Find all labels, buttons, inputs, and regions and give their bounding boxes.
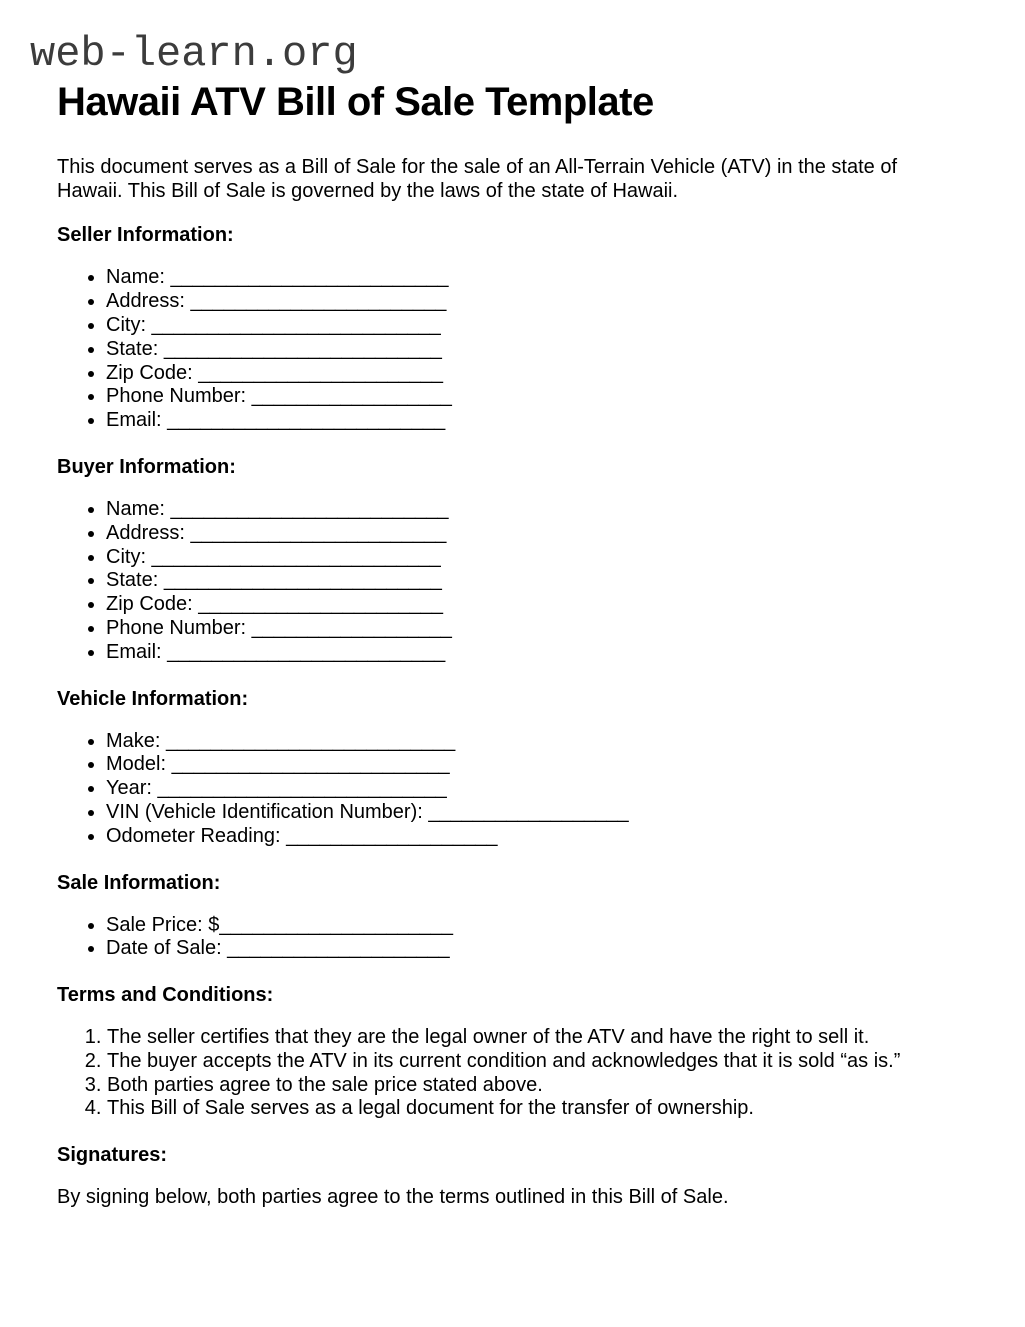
sale-date-field: • Date of Sale: ____________________ — [106, 937, 968, 961]
page-title: Hawaii ATV Bill of Sale Template — [57, 80, 654, 125]
signatures-paragraph: By signing below, both parties agree to the terms outlined in this Bill of Sale. — [57, 1186, 729, 1209]
seller-email-field: • Email: _________________________ — [106, 409, 968, 433]
seller-name-field: • Name: _________________________ — [106, 266, 968, 290]
sale-field-list — [57, 914, 968, 962]
sale-price-field: • Sale Price: $_____________________ — [106, 914, 968, 938]
vehicle-vin-field: • VIN (Vehicle Identification Number): __________________ — [106, 801, 968, 825]
buyer-email-field: • Email: _________________________ — [106, 641, 968, 665]
buyer-state-field: • State: _________________________ — [106, 569, 968, 593]
vehicle-make-field: • Make: __________________________ — [106, 730, 968, 754]
section-heading-vehicle: Vehicle Information: — [57, 687, 249, 710]
terms-list — [57, 1026, 968, 1121]
vehicle-year-field: • Year: __________________________ — [106, 777, 968, 801]
section-heading-sale: Sale Information: — [57, 871, 221, 894]
section-heading-buyer: Buyer Information: — [57, 455, 236, 478]
section-heading-seller: Seller Information: — [57, 224, 234, 247]
buyer-field-list — [57, 498, 968, 665]
vehicle-field-list — [57, 730, 968, 849]
seller-city-field: • City: __________________________ — [106, 314, 968, 338]
buyer-city-field: • City: __________________________ — [106, 546, 968, 570]
term-item: 4. This Bill of Sale serves as a legal document for the transfer of ownership. — [107, 1097, 968, 1121]
term-item: 2. The buyer accepts the ATV in its current condition and acknowledges that it is sold “as is.” — [107, 1050, 968, 1074]
vehicle-model-field: • Model: _________________________ — [106, 753, 968, 777]
intro-paragraph: This document serves as a Bill of Sale for the sale of an All-Terrain Vehicle (ATV) in the state of Hawaii. This Bill of Sale is governed by the laws of the state of Hawaii. — [57, 156, 898, 203]
section-heading-signatures: Signatures: — [57, 1144, 168, 1167]
buyer-address-field: • Address: _______________________ — [106, 522, 968, 546]
site-logo: web-learn.org — [30, 30, 358, 78]
seller-phone-field: • Phone Number: __________________ — [106, 385, 968, 409]
term-item: 3. Both parties agree to the sale price stated above. — [107, 1074, 968, 1098]
seller-state-field: • State: _________________________ — [106, 338, 968, 362]
buyer-name-field: • Name: _________________________ — [106, 498, 968, 522]
buyer-phone-field: • Phone Number: __________________ — [106, 617, 968, 641]
seller-zip-field: • Zip Code: ______________________ — [106, 362, 968, 386]
seller-address-field: • Address: _______________________ — [106, 290, 968, 314]
vehicle-odometer-field: • Odometer Reading: ___________________ — [106, 825, 968, 849]
buyer-zip-field: • Zip Code: ______________________ — [106, 593, 968, 617]
seller-field-list — [57, 266, 968, 433]
term-item: 1. The seller certifies that they are the legal owner of the ATV and have the right to sell it. — [107, 1026, 968, 1050]
section-heading-terms: Terms and Conditions: — [57, 984, 274, 1007]
